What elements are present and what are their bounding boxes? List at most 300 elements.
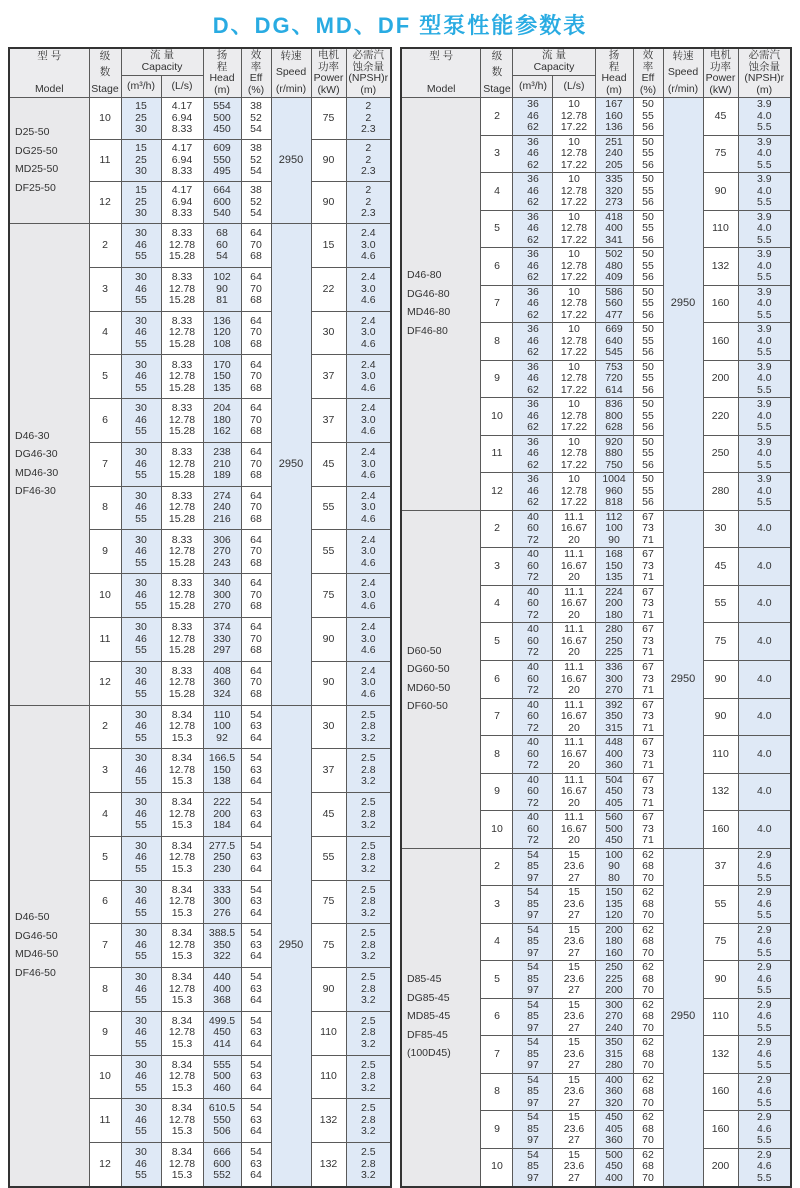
capacity-m3h-cell-line: 36 <box>527 210 539 223</box>
stage-cell <box>89 749 121 793</box>
eff-cell-line: 50 <box>642 173 654 186</box>
capacity-ls-cell-line: 10 <box>568 398 580 411</box>
model-names-cell <box>9 98 89 224</box>
stage-cell-line: 11 <box>99 153 111 166</box>
eff-cell <box>241 140 271 182</box>
tables-container <box>0 47 800 1187</box>
npsh-cell-line: 4.6 <box>360 294 376 307</box>
npsh-cell-line: 3.0 <box>360 457 376 470</box>
capacity-ls-cell <box>161 224 203 268</box>
header-head-unit: (m) <box>214 83 230 96</box>
npsh-cell-line: 5.5 <box>756 496 772 509</box>
head-cell-line: 324 <box>213 687 231 700</box>
capacity-m3h-cell <box>513 173 553 211</box>
capacity-ls-cell-line: 15.28 <box>168 512 196 525</box>
capacity-m3h-cell-line: 62 <box>527 158 539 171</box>
head-cell-line: 368 <box>213 994 231 1007</box>
capacity-m3h-cell-line: 46 <box>135 501 147 514</box>
header-power-cn1: 电机 <box>710 49 731 61</box>
capacity-ls-cell-line: 8.34 <box>171 1058 193 1071</box>
capacity-ls-cell-line: 15.28 <box>168 469 196 482</box>
capacity-ls-cell-line: 23.6 <box>563 1122 585 1135</box>
stage-cell-line: 3 <box>102 763 108 776</box>
power-cell-line: 250 <box>711 447 730 460</box>
npsh-cell-line: 2.4 <box>360 402 376 415</box>
stage-cell-line: 10 <box>491 822 503 835</box>
head-cell-line: 669 <box>605 323 623 336</box>
capacity-ls-cell <box>161 140 203 182</box>
capacity-m3h-cell-line: 46 <box>135 238 147 251</box>
head-cell <box>203 1143 241 1187</box>
eff-cell-line: 55 <box>642 447 654 460</box>
stage-cell-line: 4 <box>102 807 108 820</box>
power-cell-line: 160 <box>711 334 730 347</box>
npsh-cell-line: 4.6 <box>360 687 376 700</box>
capacity-m3h-cell-line: 46 <box>527 147 539 160</box>
header-capacity-cn: 流 量 <box>542 49 566 62</box>
head-cell-line: 360 <box>605 759 623 772</box>
head-cell-line: 628 <box>605 421 623 434</box>
capacity-ls-cell <box>161 530 203 574</box>
npsh-cell-line: 3.2 <box>360 1081 376 1094</box>
capacity-ls-cell-line: 15.3 <box>171 1081 193 1094</box>
stage-cell <box>481 548 513 586</box>
stage-cell-line: 6 <box>102 413 108 426</box>
capacity-m3h-cell-line: 30 <box>135 664 147 677</box>
capacity-m3h-cell <box>121 530 161 574</box>
eff-cell-line: 70 <box>642 909 654 922</box>
power-cell <box>703 736 738 774</box>
stage-cell-line: 3 <box>494 559 500 572</box>
head-cell-line: 135 <box>213 381 231 394</box>
eff-cell-line: 68 <box>250 337 262 350</box>
eff-cell-line: 55 <box>642 372 654 385</box>
eff-cell <box>241 1055 271 1099</box>
head-cell <box>203 1099 241 1143</box>
npsh-cell-line: 2.9 <box>756 1036 772 1049</box>
eff-cell-line: 68 <box>250 687 262 700</box>
capacity-ls-cell-line: 23.6 <box>563 860 585 873</box>
capacity-ls-cell-line: 8.33 <box>171 402 193 415</box>
head-cell-line: 166.5 <box>208 752 236 765</box>
npsh-cell <box>738 623 791 661</box>
capacity-m3h-cell <box>121 1143 161 1187</box>
eff-cell <box>633 661 663 699</box>
model-names-cell-line: MD46-80 <box>406 306 451 319</box>
capacity-ls-cell-line: 12.78 <box>168 501 196 514</box>
head-cell <box>203 486 241 530</box>
eff-cell-line: 68 <box>642 972 654 985</box>
capacity-ls-cell-line: 8.34 <box>171 927 193 940</box>
capacity-ls-cell-line: 15 <box>568 886 580 899</box>
header-head-cn2: 程 <box>608 60 620 73</box>
eff-cell-line: 73 <box>642 710 654 723</box>
capacity-m3h-cell-line: 55 <box>135 1169 147 1182</box>
head-cell-line: 180 <box>605 935 623 948</box>
capacity-ls-cell-line: 15.28 <box>168 337 196 350</box>
stage-cell-line: 11 <box>491 447 503 460</box>
head-cell-line: 240 <box>605 1021 623 1034</box>
npsh-cell-line: 4.0 <box>756 297 772 310</box>
power-cell-line: 15 <box>322 238 335 251</box>
capacity-m3h-cell-line: 62 <box>527 383 539 396</box>
capacity-ls-cell <box>553 510 595 548</box>
capacity-m3h-cell-line: 30 <box>135 271 147 284</box>
npsh-cell-line: 5.5 <box>756 984 772 997</box>
capacity-m3h-cell-line: 97 <box>527 1096 539 1109</box>
eff-cell-line: 56 <box>642 271 654 284</box>
capacity-m3h-cell <box>513 773 553 811</box>
capacity-m3h-cell <box>513 210 553 248</box>
npsh-cell-line: 2.4 <box>360 489 376 502</box>
power-cell <box>311 924 346 968</box>
head-cell-line: 350 <box>605 1036 623 1049</box>
capacity-m3h-cell-line: 46 <box>135 370 147 383</box>
eff-cell-line: 54 <box>250 1014 262 1027</box>
head-cell <box>595 510 633 548</box>
stage-cell <box>89 661 121 705</box>
capacity-ls-cell-line: 20 <box>568 759 580 772</box>
capacity-m3h-cell-line: 36 <box>527 285 539 298</box>
stage-cell <box>481 961 513 999</box>
capacity-ls-cell <box>553 285 595 323</box>
eff-cell-line: 63 <box>250 807 262 820</box>
capacity-ls-cell <box>161 486 203 530</box>
capacity-ls-cell-line: 12.78 <box>168 413 196 426</box>
eff-cell <box>241 574 271 618</box>
stage-cell <box>89 355 121 399</box>
npsh-cell-line: 5.5 <box>756 1059 772 1072</box>
eff-cell-line: 55 <box>642 184 654 197</box>
capacity-ls-cell-line: 12.78 <box>168 545 196 558</box>
power-cell-line: 132 <box>319 1113 338 1126</box>
col-header-head <box>203 48 241 98</box>
npsh-cell <box>738 510 791 548</box>
capacity-ls-cell-line: 8.33 <box>171 446 193 459</box>
capacity-m3h-cell-line: 30 <box>135 489 147 502</box>
power-cell-line: 110 <box>320 1026 337 1039</box>
capacity-ls-cell-line: 10 <box>568 210 580 223</box>
npsh-cell-line: 2.3 <box>360 207 376 220</box>
npsh-cell-line: 2.8 <box>360 720 376 733</box>
capacity-m3h-cell <box>513 473 553 511</box>
capacity-ls-cell-line: 10 <box>568 135 580 148</box>
speed-cell <box>663 98 703 511</box>
capacity-m3h-cell <box>121 1011 161 1055</box>
power-cell <box>703 135 738 173</box>
capacity-ls-cell-line: 8.33 <box>171 621 193 634</box>
capacity-m3h-cell-line: 30 <box>135 971 147 984</box>
capacity-m3h-cell-line: 60 <box>527 559 539 572</box>
capacity-m3h-cell-line: 60 <box>527 747 539 760</box>
stage-cell <box>481 886 513 924</box>
eff-cell-line: 64 <box>250 994 262 1007</box>
capacity-ls-cell <box>553 736 595 774</box>
head-cell <box>203 749 241 793</box>
stage-cell <box>89 617 121 661</box>
npsh-cell-line: 2 <box>365 153 372 166</box>
head-cell-line: 405 <box>605 796 623 809</box>
head-cell-line: 225 <box>605 646 623 659</box>
head-cell-line: 506 <box>213 1125 231 1138</box>
power-cell-line: 30 <box>714 522 727 535</box>
capacity-m3h-cell <box>121 486 161 530</box>
power-cell-line: 160 <box>711 1122 730 1135</box>
capacity-m3h-cell-line: 55 <box>135 381 147 394</box>
power-cell-line: 45 <box>714 109 727 122</box>
stage-cell <box>481 1036 513 1074</box>
capacity-ls-cell-line: 4.17 <box>171 100 193 113</box>
capacity-ls-cell-line: 16.67 <box>560 747 588 760</box>
capacity-ls-cell-line: 10 <box>568 98 580 111</box>
model-names-cell-line: DF46-80 <box>406 324 448 337</box>
model-group-D46-50 <box>9 705 391 1186</box>
eff-cell-line: 63 <box>250 720 262 733</box>
npsh-cell-line: 2.4 <box>360 446 376 459</box>
eff-cell <box>633 510 663 548</box>
capacity-ls-cell-line: 23.6 <box>563 1010 585 1023</box>
speed-cell-line: 2950 <box>278 938 304 951</box>
npsh-cell-line: 5.5 <box>756 1171 772 1184</box>
eff-cell-line: 70 <box>642 1059 654 1072</box>
eff-cell-line: 54 <box>250 708 262 721</box>
eff-cell <box>241 355 271 399</box>
speed-cell-line: 2950 <box>278 457 304 470</box>
capacity-m3h-cell <box>121 574 161 618</box>
capacity-ls-cell-line: 16.67 <box>560 634 588 647</box>
capacity-ls-cell-line: 12.78 <box>168 1026 196 1039</box>
capacity-ls-cell-line: 12.78 <box>168 632 196 645</box>
capacity-m3h-cell-line: 85 <box>527 1047 539 1060</box>
capacity-ls-cell <box>553 961 595 999</box>
eff-cell-line: 70 <box>250 370 262 383</box>
head-cell-line: 450 <box>213 123 231 136</box>
eff-cell-line: 62 <box>642 848 654 861</box>
capacity-ls-cell-line: 12.78 <box>560 147 588 160</box>
head-cell-line: 280 <box>605 1059 623 1072</box>
power-cell <box>311 836 346 880</box>
eff-cell-line: 71 <box>642 608 654 621</box>
eff-cell-line: 62 <box>642 886 654 899</box>
capacity-m3h-cell-line: 97 <box>527 984 539 997</box>
capacity-ls-cell <box>161 98 203 140</box>
eff-cell-line: 56 <box>642 308 654 321</box>
npsh-cell-line: 4.6 <box>360 644 376 657</box>
capacity-m3h-cell-line: 55 <box>135 512 147 525</box>
capacity-m3h-cell-line: 30 <box>135 752 147 765</box>
power-cell-line: 220 <box>711 409 730 422</box>
npsh-cell-line: 2.5 <box>360 1058 376 1071</box>
stage-cell <box>481 998 513 1036</box>
capacity-m3h-cell <box>513 135 553 173</box>
head-cell-line: 300 <box>213 588 231 601</box>
capacity-m3h-cell-line: 46 <box>135 282 147 295</box>
eff-cell <box>241 836 271 880</box>
head-cell-line: 400 <box>213 982 231 995</box>
eff-cell-line: 64 <box>250 950 262 963</box>
npsh-cell <box>346 574 391 618</box>
eff-cell <box>633 736 663 774</box>
model-names-cell-line: D46-30 <box>15 429 50 442</box>
eff-cell <box>633 210 663 248</box>
pump-performance-table-right <box>400 47 792 1188</box>
col-header-capacity <box>121 48 203 75</box>
npsh-cell-line: 4.0 <box>756 447 772 460</box>
stage-cell-line: 2 <box>494 109 500 122</box>
head-cell-line: 90 <box>608 533 620 546</box>
capacity-ls-cell-line: 12.78 <box>168 282 196 295</box>
capacity-ls-cell <box>161 267 203 311</box>
npsh-cell <box>346 749 391 793</box>
power-cell <box>311 1099 346 1143</box>
head-cell-line: 150 <box>605 559 623 572</box>
eff-cell-line: 73 <box>642 747 654 760</box>
header-stage-cn1: 级 <box>99 50 111 62</box>
eff-cell-line: 70 <box>642 1021 654 1034</box>
header-model-en: Model <box>426 82 456 95</box>
head-cell-line: 180 <box>213 413 231 426</box>
capacity-m3h-cell-line: 97 <box>527 1134 539 1147</box>
npsh-cell-line: 2.8 <box>360 763 376 776</box>
capacity-ls-cell-line: 15 <box>568 1036 580 1049</box>
capacity-m3h-cell-line: 36 <box>527 398 539 411</box>
npsh-cell <box>738 548 791 586</box>
capacity-ls-cell-line: 15.3 <box>171 1125 193 1138</box>
npsh-cell-line: 3.9 <box>756 398 772 411</box>
speed-cell <box>271 705 311 1186</box>
eff-cell-line: 56 <box>642 196 654 209</box>
capacity-ls-cell-line: 12.78 <box>560 409 588 422</box>
power-cell <box>311 1143 346 1187</box>
stage-cell-line: 6 <box>494 259 500 272</box>
npsh-cell <box>346 617 391 661</box>
header-model-en: Model <box>34 82 64 95</box>
head-cell-line: 276 <box>213 906 231 919</box>
eff-cell-line: 50 <box>642 210 654 223</box>
capacity-ls-cell <box>553 323 595 361</box>
eff-cell-line: 56 <box>642 121 654 134</box>
capacity-m3h-cell-line: 46 <box>135 545 147 558</box>
stage-cell-line: 7 <box>102 457 108 470</box>
stage-cell <box>481 811 513 849</box>
head-cell-line: 450 <box>605 1111 623 1124</box>
capacity-m3h-cell <box>513 886 553 924</box>
eff-cell-line: 63 <box>250 763 262 776</box>
capacity-m3h-cell-line: 30 <box>135 1146 147 1159</box>
npsh-cell-line: 4.6 <box>360 381 376 394</box>
npsh-cell <box>738 1148 791 1186</box>
capacity-m3h-cell-line: 97 <box>527 1021 539 1034</box>
head-cell-line: 280 <box>605 623 623 636</box>
capacity-ls-cell-line: 15.3 <box>171 731 193 744</box>
eff-cell-line: 70 <box>250 457 262 470</box>
capacity-ls-cell <box>553 1036 595 1074</box>
stage-cell-line: 2 <box>102 720 108 733</box>
npsh-cell-line: 3.0 <box>360 282 376 295</box>
npsh-cell-line: 4.6 <box>756 972 772 985</box>
npsh-cell-line: 2.9 <box>756 1073 772 1086</box>
npsh-cell <box>346 530 391 574</box>
head-cell <box>203 968 241 1012</box>
head-cell-line: 100 <box>213 720 231 733</box>
head-cell-line: 450 <box>605 1160 623 1173</box>
header-capacity-en: Capacity <box>141 60 183 73</box>
eff-cell <box>633 1111 663 1149</box>
capacity-m3h-cell-line: 30 <box>135 927 147 940</box>
stage-cell-line: 8 <box>494 747 500 760</box>
eff-cell-line: 70 <box>250 501 262 514</box>
col-header-speed <box>271 48 311 98</box>
capacity-ls-cell-line: 20 <box>568 684 580 697</box>
npsh-cell-line: 2.9 <box>756 961 772 974</box>
capacity-ls-cell-line: 8.34 <box>171 1102 193 1115</box>
capacity-ls-cell-line: 15.28 <box>168 250 196 263</box>
stage-cell <box>89 399 121 443</box>
power-cell <box>703 1073 738 1111</box>
capacity-ls-cell-line: 8.33 <box>171 314 193 327</box>
eff-cell <box>241 1143 271 1187</box>
eff-cell-line: 71 <box>642 684 654 697</box>
capacity-ls-cell-line: 17.22 <box>560 421 588 434</box>
capacity-ls-cell <box>161 749 203 793</box>
capacity-ls-cell-line: 12.78 <box>560 334 588 347</box>
stage-cell-line: 12 <box>99 676 111 689</box>
npsh-cell-line: 3.2 <box>360 906 376 919</box>
npsh-cell-line: 2.8 <box>360 938 376 951</box>
capacity-m3h-cell-line: 36 <box>527 135 539 148</box>
npsh-cell-line: 3.2 <box>360 862 376 875</box>
head-cell-line: 552 <box>213 1169 231 1182</box>
stage-cell-line: 10 <box>99 111 111 124</box>
capacity-ls-cell-line: 8.33 <box>171 533 193 546</box>
capacity-ls-cell-line: 15.28 <box>168 644 196 657</box>
stage-cell <box>481 248 513 286</box>
capacity-m3h-cell-line: 55 <box>135 1037 147 1050</box>
head-cell-line: 167 <box>605 98 623 111</box>
eff-cell-line: 71 <box>642 646 654 659</box>
head-cell <box>203 617 241 661</box>
capacity-ls-cell-line: 12.78 <box>168 457 196 470</box>
head-cell-line: 135 <box>605 571 623 584</box>
stage-cell-line: 7 <box>102 938 108 951</box>
eff-cell-line: 73 <box>642 522 654 535</box>
capacity-ls-cell-line: 15.3 <box>171 862 193 875</box>
npsh-cell-line: 3.2 <box>360 819 376 832</box>
power-cell <box>703 548 738 586</box>
capacity-ls-cell-line: 8.33 <box>171 227 193 240</box>
header-speed-en: Speed <box>667 66 699 79</box>
stage-row <box>401 98 791 136</box>
stage-cell <box>481 510 513 548</box>
power-cell <box>311 574 346 618</box>
power-cell <box>703 323 738 361</box>
npsh-cell-line: 4.6 <box>360 469 376 482</box>
npsh-cell-line: 4.6 <box>756 860 772 873</box>
capacity-m3h-cell-line: 40 <box>527 623 539 636</box>
eff-cell-line: 52 <box>250 153 262 166</box>
head-cell-line: 753 <box>605 360 623 373</box>
header-power-cn2: 功率 <box>318 60 340 73</box>
capacity-ls-cell-line: 20 <box>568 608 580 621</box>
model-names-cell-line: D46-80 <box>406 269 442 282</box>
stage-cell <box>481 923 513 961</box>
model-names-cell-line: MD60-50 <box>406 681 451 694</box>
npsh-cell-line: 3.2 <box>360 1169 376 1182</box>
capacity-m3h-cell-line: 55 <box>135 950 147 963</box>
npsh-cell-line: 4.0 <box>756 222 772 235</box>
eff-cell-line: 68 <box>642 860 654 873</box>
head-cell-line: 341 <box>605 233 623 246</box>
